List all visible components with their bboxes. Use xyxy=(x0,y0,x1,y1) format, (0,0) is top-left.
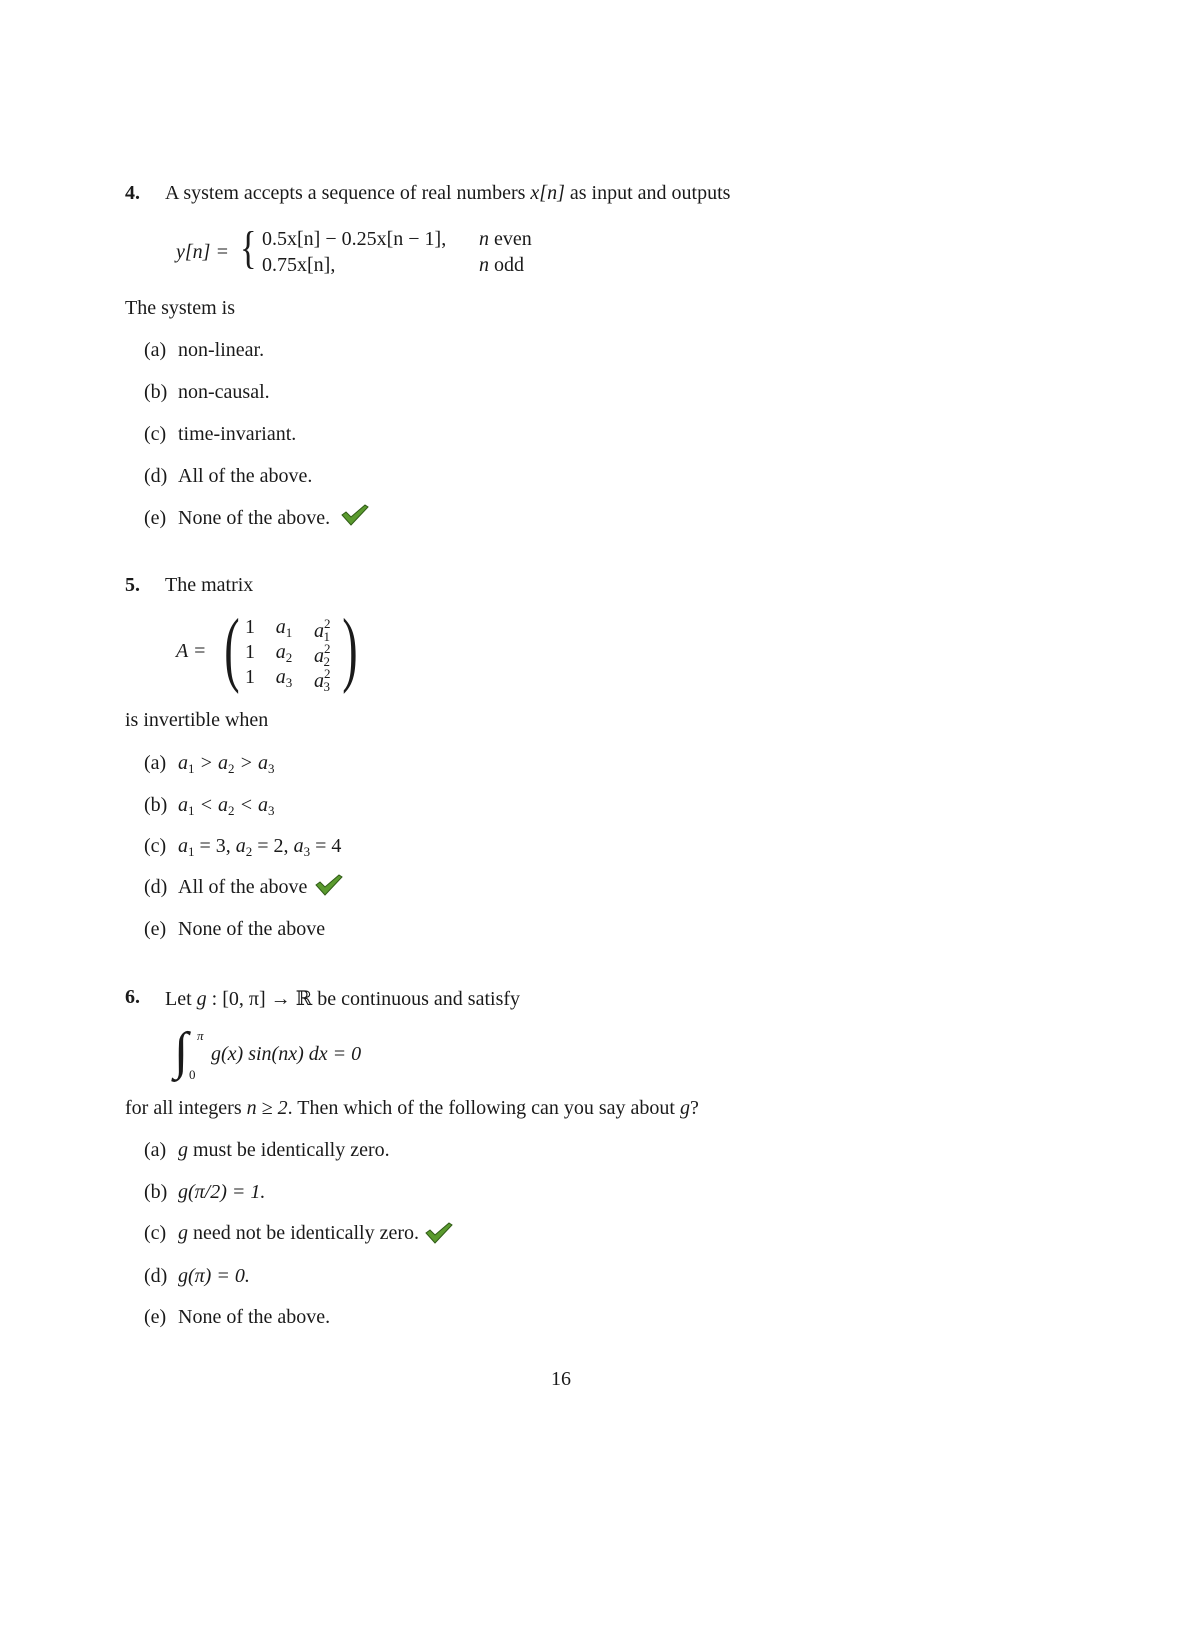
q6-stem xyxy=(165,986,520,1011)
q4-case1-expr: 0.5x[n] − 0.25x[n − 1], xyxy=(262,228,447,250)
matrix-cell: 1 xyxy=(245,616,255,638)
q5-number: 5. xyxy=(125,574,140,596)
q4-option-a-text: non-linear. xyxy=(178,339,265,361)
q5-option-b xyxy=(144,794,275,819)
q6-option-e-label: (e) xyxy=(144,1306,167,1328)
q5-option-b-label: (b) xyxy=(144,794,168,816)
q6-option-a-var: g xyxy=(178,1139,188,1161)
q5-stem: The matrix xyxy=(165,574,254,596)
q5-option-d-label: (d) xyxy=(144,876,168,898)
q4-option-c xyxy=(144,423,296,446)
q5-option-c-label: (c) xyxy=(144,835,167,857)
q4-stem-post: as input and outputs xyxy=(564,182,731,204)
q6-lower-limit: 0 xyxy=(189,1067,196,1082)
q6-option-b-label: (b) xyxy=(144,1181,168,1203)
q6-option-d-text: g(π) = 0. xyxy=(178,1265,250,1287)
q4-stem xyxy=(165,182,730,205)
q5-option-a-label: (a) xyxy=(144,752,167,774)
q4-option-e xyxy=(144,507,330,530)
q5-option-c xyxy=(144,835,341,860)
q6-stem-map: : [0, π] → ℝ xyxy=(206,988,313,1010)
q4-option-e-text: None of the above. xyxy=(178,507,331,529)
q5-option-e-label: (e) xyxy=(144,918,167,940)
q5-option-b-math: $a_1 < a_2 < a_3$ xyxy=(178,794,275,818)
q5-option-d xyxy=(144,876,307,899)
q4-lead: The system is xyxy=(125,297,235,319)
matrix-cell: 1 xyxy=(245,641,255,663)
q4-option-c-label: (c) xyxy=(144,423,167,445)
q6-option-a-text: must be identically zero. xyxy=(188,1139,390,1161)
q6-stem-var: g xyxy=(196,988,207,1010)
q6-integrand: g(x) sin(nx) dx = 0 xyxy=(211,1043,362,1065)
q4-stem-var: x[n] xyxy=(530,182,565,204)
matrix-cell: $a^2_1$ xyxy=(314,616,331,644)
q6-lead-pre: for all integers xyxy=(125,1097,247,1119)
q4-brace: { xyxy=(240,222,257,273)
checkmark-icon xyxy=(425,1222,453,1244)
page-number: 16 xyxy=(551,1368,571,1390)
checkmark-icon xyxy=(315,874,343,896)
matrix-cell: $a_1$ xyxy=(275,616,293,640)
integral-sign: ∫ xyxy=(174,1023,189,1080)
matrix-cell: $a^2_3$ xyxy=(314,666,331,694)
q4-option-a xyxy=(144,339,264,362)
q4-case1-cond-var: n xyxy=(479,228,489,250)
matrix-cell: $a_3$ xyxy=(275,666,293,690)
q4-option-b xyxy=(144,381,270,404)
matrix-cell: 1 xyxy=(245,666,255,688)
q6-option-c-label: (c) xyxy=(144,1222,167,1244)
q6-lead-var: g xyxy=(679,1097,690,1119)
q5-option-c-math: $a_1 = 3$, $a_2 = 2$, $a_3 = 4$ xyxy=(178,835,342,859)
q6-option-c xyxy=(144,1222,419,1245)
q6-lead xyxy=(125,1097,699,1120)
q5-option-a-math: $a_1 > a_2 > a_3$ xyxy=(178,752,275,776)
q4-option-c-text: time-invariant. xyxy=(178,423,297,445)
q6-option-c-var: g xyxy=(178,1222,188,1244)
q6-option-e xyxy=(144,1306,330,1329)
q6-option-e-text: None of the above. xyxy=(178,1306,331,1328)
q4-option-b-text: non-causal. xyxy=(178,381,270,403)
q4-stem-pre: A system accepts a sequence of real numbers xyxy=(165,182,531,204)
q6-lead-post: . Then which of the following can you say about xyxy=(287,1097,680,1119)
q6-option-a-label: (a) xyxy=(144,1139,167,1161)
q6-option-c-text: need not be identically zero. xyxy=(188,1222,420,1244)
q5-option-e xyxy=(144,918,325,941)
q4-case2-cond xyxy=(479,254,524,277)
checkmark-icon xyxy=(341,504,369,526)
q6-option-b xyxy=(144,1181,265,1204)
q4-option-b-label: (b) xyxy=(144,381,168,403)
q5-option-d-text: All of the above xyxy=(178,876,308,898)
q6-stem-post: be continuous and satisfy xyxy=(312,988,521,1010)
q4-case2-cond-var: n xyxy=(479,254,489,276)
q6-lead-end: ? xyxy=(689,1097,699,1119)
q4-option-a-label: (a) xyxy=(144,339,167,361)
matrix-cell: $a_2$ xyxy=(275,641,293,665)
q6-option-d-label: (d) xyxy=(144,1265,168,1287)
q5-lead: is invertible when xyxy=(125,709,269,731)
q5-option-a xyxy=(144,752,275,777)
q4-option-e-label: (e) xyxy=(144,507,167,529)
q4-case1-cond-text: even xyxy=(489,228,532,250)
q6-lead-cond: n ≥ 2 xyxy=(246,1097,288,1119)
q4-case2-cond-text: odd xyxy=(489,254,524,276)
q5-eq-lhs: A = xyxy=(176,640,207,662)
q6-number: 6. xyxy=(125,986,140,1008)
q4-case1-cond xyxy=(479,228,532,251)
q4-option-d-label: (d) xyxy=(144,465,168,487)
q6-option-a xyxy=(144,1139,390,1162)
q6-option-b-text: g(π/2) = 1. xyxy=(178,1181,266,1203)
matrix-right-paren: ) xyxy=(342,602,358,695)
q4-case2-expr: 0.75x[n], xyxy=(262,254,336,276)
q6-stem-pre: Let xyxy=(165,988,197,1010)
q4-number: 4. xyxy=(125,182,140,204)
q4-option-d xyxy=(144,465,312,488)
matrix-cell: $a^2_2$ xyxy=(314,641,331,669)
q6-option-d xyxy=(144,1265,250,1288)
matrix-left-paren: ( xyxy=(224,602,240,695)
q4-option-d-text: All of the above. xyxy=(178,465,313,487)
q6-upper-limit: π xyxy=(197,1028,204,1043)
q5-option-e-text: None of the above xyxy=(178,918,326,940)
q4-eq-lhs: y[n] = xyxy=(176,241,229,263)
